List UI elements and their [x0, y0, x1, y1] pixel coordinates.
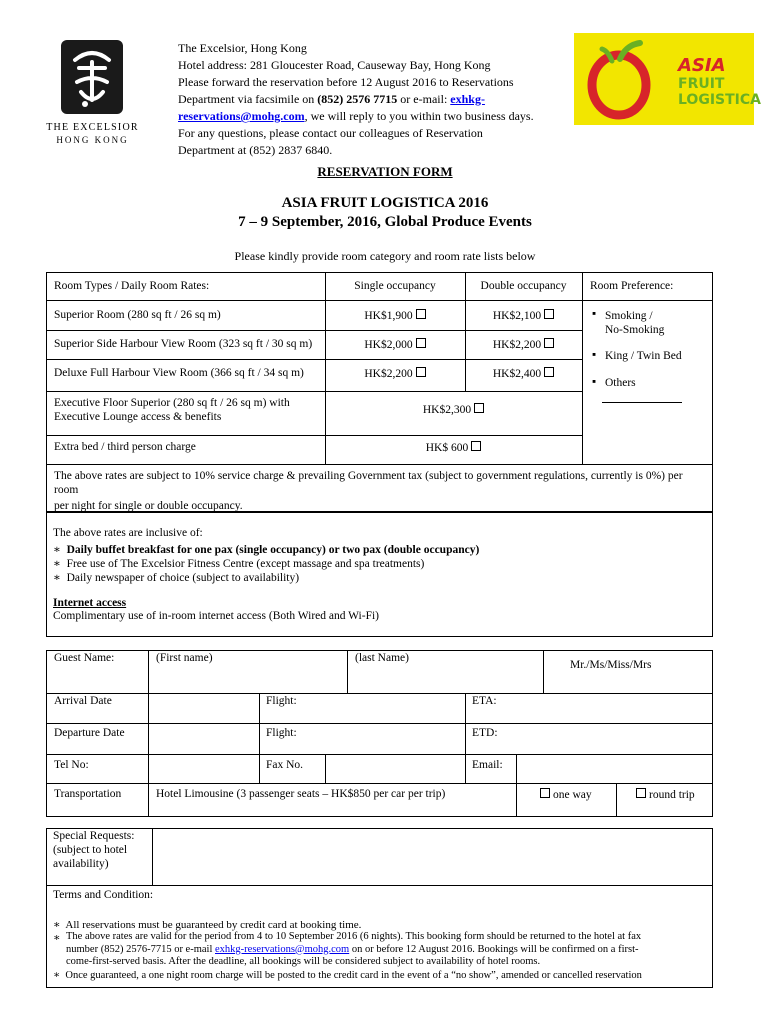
terms-email-link[interactable]: exhkg-reservations@mohg.com [215, 943, 350, 955]
header-line-5b: , we will reply to you within two business days. [304, 109, 534, 123]
departure-date-label: Departure Date [54, 727, 125, 739]
limousine-text: Hotel Limousine (3 passenger seats – HK$850 per car per trip) [156, 788, 446, 800]
asterisk-bullet-icon: ∗ [53, 970, 61, 981]
header-line-7: Department at (852) 2837 6840. [178, 143, 333, 157]
asia-fruit-logistica-logo [574, 33, 761, 125]
rate-row-1-double[interactable]: HK$2,100 [465, 309, 582, 322]
rate-row-3-single[interactable]: HK$2,200 [325, 367, 465, 380]
bullet-icon: ▪ [592, 376, 597, 388]
rates-note: The above rates are subject to 10% service charge & prevailing Government tax (subject to government regulations, currently is 0%) per room per night for single or double occupancy. [54, 470, 683, 512]
col-header-preference: Room Preference: [590, 280, 674, 292]
header-line-6: For any questions, please contact our colleagues of Reservation [178, 126, 483, 140]
checkbox-icon[interactable] [636, 788, 646, 798]
checkbox-icon[interactable] [544, 309, 554, 319]
checkbox-icon[interactable] [540, 788, 550, 798]
excelsior-logo [45, 38, 140, 148]
guest-name-label: Guest Name: [54, 652, 115, 664]
instruction-text: Please kindly provide room category and room rate lists below [234, 249, 536, 263]
fruit-apple-icon [582, 39, 660, 121]
asterisk-bullet-icon: ∗ [53, 919, 61, 931]
internet-heading: Internet access [53, 597, 127, 609]
term-3: ∗ Once guaranteed, a one night room charge will be posted to the credit card in the event of a “no show”, amended or cancelled reservation [53, 970, 642, 981]
first-name-field[interactable]: (First name) [156, 652, 213, 664]
pref-bed[interactable]: King / Twin Bed [605, 350, 682, 362]
afl-word-asia: ASIA [678, 55, 726, 76]
checkbox-icon[interactable] [474, 403, 484, 413]
extra-bed-label: Extra bed / third person charge [54, 441, 196, 453]
rate-executive[interactable]: HK$2,300 [325, 403, 582, 416]
room-type-deluxe: Deluxe Full Harbour View Room (366 sq ft / 34 sq m) [54, 367, 304, 379]
term-1: ∗ All reservations must be guaranteed by credit card at booking time. [53, 919, 362, 931]
room-type-superior: Superior Room (280 sq ft / 26 sq m) [54, 309, 221, 321]
email-label: Email: [472, 759, 503, 771]
asterisk-bullet-icon: ∗ [53, 558, 61, 570]
hotel-name-line1: THE EXCELSIOR [46, 122, 139, 133]
asterisk-bullet-icon: ∗ [53, 544, 61, 556]
fax-number: (852) 2576 7715 [317, 92, 398, 106]
rate-extra-bed[interactable]: HK$ 600 [325, 441, 582, 454]
header-line-3: Please forward the reservation before 12 August 2016 to Reservations [178, 75, 514, 89]
departure-flight-label: Flight: [266, 727, 297, 739]
form-title: RESERVATION FORM [317, 164, 453, 179]
checkbox-icon[interactable] [471, 441, 481, 451]
arrival-date-label: Arrival Date [54, 695, 112, 707]
inclusion-item-3: ∗ Daily newspaper of choice (subject to availability) [53, 572, 300, 584]
asterisk-bullet-icon: ∗ [53, 932, 61, 944]
bullet-icon: ▪ [592, 308, 597, 320]
header-line-1: The Excelsior, Hong Kong [178, 41, 307, 55]
event-title: ASIA FRUIT LOGISTICA 2016 [281, 195, 489, 211]
asterisk-bullet-icon: ∗ [53, 572, 61, 584]
email-link-part2[interactable]: reservations@mohg.com [178, 109, 305, 123]
one-way-option[interactable]: one way [540, 788, 592, 801]
round-trip-option[interactable]: round trip [636, 788, 695, 801]
afl-word-fruit: FRUIT [678, 76, 725, 92]
internet-text: Complimentary use of in-room internet access (Both Wired and Wi-Fi) [53, 610, 380, 622]
terms-heading: Terms and Condition: [53, 889, 154, 901]
checkbox-icon[interactable] [416, 367, 426, 377]
last-name-field[interactable]: (last Name) [355, 652, 409, 664]
header-line-4 [178, 91, 485, 108]
fax-label: Fax No. [266, 759, 304, 771]
pref-others[interactable]: Others [605, 377, 636, 389]
tel-label: Tel No: [54, 759, 89, 771]
inclusion-item-2: ∗ Free use of The Excelsior Fitness Centre (except massage and spa treatments) [53, 558, 425, 570]
excelsior-emblem-icon [45, 38, 140, 118]
header-line-5 [178, 108, 534, 125]
rate-row-1-single[interactable]: HK$1,900 [325, 309, 465, 322]
col-header-single: Single occupancy [354, 280, 436, 292]
rate-row-3-double[interactable]: HK$2,400 [465, 367, 582, 380]
header-line-4a: Department via facsimile on [178, 92, 318, 106]
inclusions-heading: The above rates are inclusive of: [53, 527, 203, 539]
etd-label: ETD: [472, 727, 498, 739]
hotel-name-line2: HONG KONG [56, 135, 129, 145]
eta-label: ETA: [472, 695, 497, 707]
bullet-icon: ▪ [592, 349, 597, 361]
term-2: The above rates are valid for the period from 4 to 10 September 2016 (6 nights). This booking form should be returned to the hotel at fax number (852) 2576-7715 or e-mail exhkg-reservations@mohg.com on or before 12 August 2016. Bookings will be confirmed on a first- come-first-served basis. After the deadline, all bookings will be considered subject to availability of hotel rooms. [66, 931, 642, 967]
title-field[interactable]: Mr./Ms/Miss/Mrs [570, 659, 652, 671]
email-link-part1[interactable]: exhkg- [450, 92, 485, 106]
inclusion-item-1: ∗ Daily buffet breakfast for one pax (single occupancy) or two pax (double occupancy) [53, 544, 480, 556]
header-line-2: Hotel address: 281 Gloucester Road, Causeway Bay, Hong Kong [178, 58, 491, 72]
event-dates: 7 – 9 September, 2016, Global Produce Events [238, 214, 532, 230]
room-type-side-harbour: Superior Side Harbour View Room (323 sq ft / 30 sq m) [54, 338, 313, 350]
special-requests-field[interactable] [153, 829, 712, 884]
checkbox-icon[interactable] [416, 309, 426, 319]
special-requests-label: Special Requests: (subject to hotel availability) [53, 830, 135, 870]
rate-row-2-single[interactable]: HK$2,000 [325, 338, 465, 351]
room-type-executive: Executive Floor Superior (280 sq ft / 26 sq m) with Executive Lounge access & benefits [54, 397, 290, 423]
arrival-flight-label: Flight: [266, 695, 297, 707]
header-line-4b: or e-mail: [397, 92, 451, 106]
checkbox-icon[interactable] [544, 367, 554, 377]
checkbox-icon[interactable] [416, 338, 426, 348]
col-header-room-type: Room Types / Daily Room Rates: [54, 280, 210, 292]
transportation-label: Transportation [54, 788, 122, 800]
afl-word-logistica: LOGISTICA [678, 92, 761, 108]
checkbox-icon[interactable] [544, 338, 554, 348]
rate-row-2-double[interactable]: HK$2,200 [465, 338, 582, 351]
pref-others-blank[interactable] [602, 402, 682, 403]
col-header-double: Double occupancy [480, 280, 567, 292]
pref-smoking[interactable]: Smoking / No-Smoking [605, 310, 665, 336]
